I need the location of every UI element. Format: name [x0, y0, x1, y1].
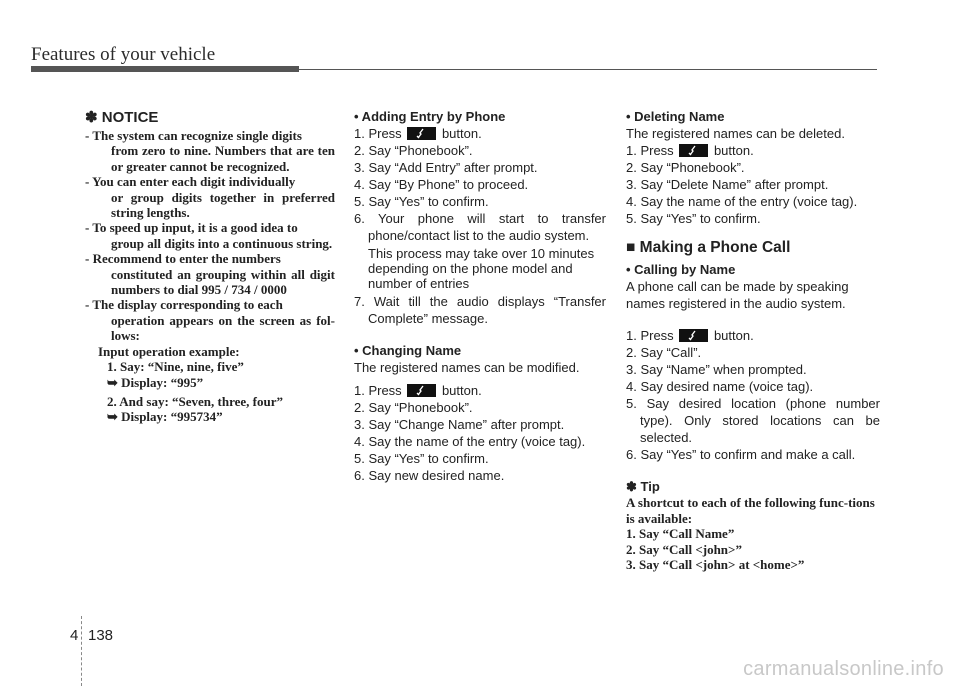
changing-step-1: 1. Press button. — [354, 383, 482, 398]
changing-step-6: 6. Say new desired name. — [354, 468, 505, 483]
calling-step-5: 5. Say desired location (phone number type). Only stored locations can be selected. — [626, 396, 880, 445]
adding-step-1: 1. Press button. — [354, 126, 482, 141]
right-column — [626, 108, 880, 573]
chapter-number: 4 — [70, 627, 79, 644]
page-divider — [81, 616, 83, 686]
deleting-step-3: 3. Say “Delete Name” after prompt. — [626, 177, 829, 192]
changing-desc: The registered names can be modified. — [354, 360, 580, 375]
notice-item-5: - The display corresponding to each operation appears on the screen as fol-lows: — [85, 297, 335, 344]
changing-step-5: 5. Say “Yes” to confirm. — [354, 451, 489, 466]
notice-item-3: - To speed up input, it is a good idea to group all digits into a continuous string. — [85, 220, 333, 251]
example-2-display: ➥ Display: “995734” — [107, 409, 223, 425]
adding-step-5: 5. Say “Yes” to confirm. — [354, 194, 489, 209]
page-header-title: Features of your vehicle — [31, 44, 216, 65]
changing-name-title: • Changing Name — [354, 343, 462, 358]
notice-item-4: - Recommend to enter the numbers constituted an grouping within all digit numbers to dial 995 / 734 / 0000 — [85, 251, 335, 298]
changing-step-4: 4. Say the name of the entry (voice tag). — [354, 434, 586, 449]
deleting-step-4: 4. Say the name of the entry (voice tag). — [626, 194, 858, 209]
adding-step-3: 3. Say “Add Entry” after prompt. — [354, 160, 538, 175]
watermark: carmanualsonline.info — [743, 658, 944, 680]
tip-line-4: 3. Say “Call <john> at <home>” — [626, 557, 805, 572]
notice-column — [85, 108, 335, 425]
adding-step-2: 2. Say “Phonebook”. — [354, 143, 473, 158]
tip-line-1: A shortcut to each of the following func-tions is available: — [626, 495, 875, 526]
page-number: 138 — [88, 627, 114, 644]
tip-line-3: 2. Say “Call <john>” — [626, 541, 742, 557]
notice-item-1: - The system can recognize single digits from zero to nine. Numbers that are ten or greater cannot be recognized. — [85, 128, 335, 174]
adding-entry-title: • Adding Entry by Phone — [354, 109, 506, 124]
adding-step-6-note: This process may take over 10 minutes depending on the phone model and number of entries — [368, 246, 595, 291]
making-call-section-title: ■ Making a Phone Call — [626, 239, 791, 256]
changing-step-3: 3. Say “Change Name” after prompt. — [354, 417, 565, 432]
calling-desc: A phone call can be made by speaking names registered in the audio system. — [626, 279, 849, 311]
example-1-say: 1. Say: “Nine, nine, five” — [107, 359, 244, 375]
adding-step-6: 6. Your phone will start to transfer phone/contact list to the audio system. — [354, 211, 606, 243]
header-rule — [299, 69, 877, 70]
deleting-name-title: • Deleting Name — [626, 109, 725, 124]
calling-step-2: 2. Say “Call”. — [626, 345, 702, 360]
voice-command-button-icon — [679, 144, 708, 157]
deleting-step-1: 1. Press button. — [626, 143, 754, 158]
deleting-step-5: 5. Say “Yes” to confirm. — [626, 211, 761, 226]
changing-step-2: 2. Say “Phonebook”. — [354, 400, 473, 415]
voice-command-button-icon — [407, 127, 436, 140]
middle-column — [354, 108, 606, 484]
deleting-step-2: 2. Say “Phonebook”. — [626, 160, 745, 175]
example-title: Input operation example: — [98, 343, 240, 359]
tip-title: ✽ Tip — [626, 479, 660, 494]
calling-step-3: 3. Say “Name” when prompted. — [626, 362, 807, 377]
notice-item-2: - You can enter each digit individually or group digits together in preferred string lengths. — [85, 174, 335, 221]
deleting-desc: The registered names can be deleted. — [626, 126, 845, 141]
calling-step-6: 6. Say “Yes” to confirm and make a call. — [626, 447, 856, 462]
voice-command-button-icon — [679, 329, 708, 342]
example-1-display: ➥ Display: “995” — [107, 374, 204, 390]
calling-step-1: 1. Press button. — [626, 328, 754, 343]
calling-by-name-title: • Calling by Name — [626, 262, 736, 277]
voice-command-button-icon — [407, 384, 436, 397]
adding-step-4: 4. Say “By Phone” to proceed. — [354, 177, 529, 192]
calling-step-4: 4. Say desired name (voice tag). — [626, 379, 814, 394]
header-bar — [31, 66, 299, 72]
adding-step-7: 7. Wait till the audio displays “Transfer Complete” message. — [354, 294, 606, 326]
notice-title: ✽ NOTICE — [85, 109, 159, 126]
tip-line-2: 1. Say “Call Name” — [626, 526, 735, 541]
example-2-say: 2. And say: “Seven, three, four” — [107, 393, 283, 409]
